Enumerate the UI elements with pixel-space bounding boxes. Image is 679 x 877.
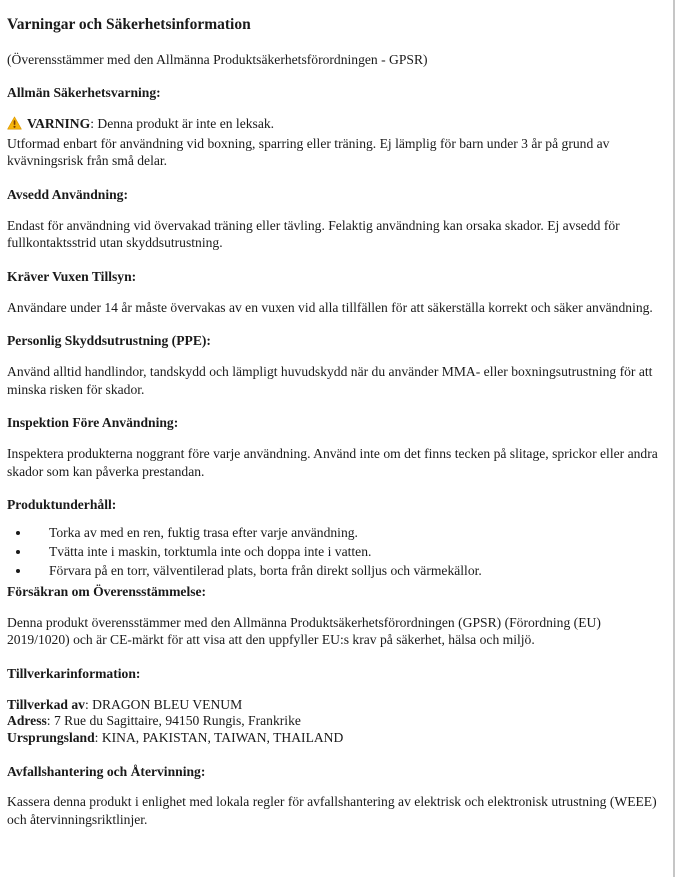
field-separator: : xyxy=(84,696,93,712)
section-heading-general-safety-warning: Allmän Säkerhetsvarning: xyxy=(7,85,161,101)
section-heading-maintenance: Produktunderhåll: xyxy=(7,497,117,513)
page-right-border xyxy=(673,0,675,877)
warning-triangle-icon xyxy=(7,116,22,135)
maintenance-list-item: • Förvara på en torr, välventilerad plats, borta från direkt solljus och värmekällor. xyxy=(31,563,661,579)
section-paragraph: Inspektera produkterna noggrant före varje användning. Använd inte om det finns tecken på slitage, sprickor eller andra skador som kan påverka prestandan. xyxy=(7,446,658,479)
section-paragraph: Denna produkt överensstämmer med den Allmänna Produktsäkerhetsförordningen (GPSR) (Förordning (EU) 2019/1020) och är CE-märkt för att visa att den uppfyller EU:s krav på säkerhet, hälsa och miljö. xyxy=(7,614,601,648)
section-heading-declaration-of-conformity: Försäkran om Överensstämmelse: xyxy=(7,584,207,600)
field-value: 7 Rue du Sagittaire, 94150 Rungis, Frankrike xyxy=(53,713,301,729)
section-paragraph: Användare under 14 år måste övervakas av en vuxen vid alla tillfällen för att säkerställa korrekt och säker användning. xyxy=(7,299,653,315)
document-title: Varningar och Säkerhetsinformation xyxy=(7,16,251,33)
warning-body: Utformad enbart för användning vid boxning, sparring eller träning. Ej lämplig för barn under 3 år på grund av kvävningsrisk från små delar. xyxy=(7,135,610,169)
field-label: Ursprungsland xyxy=(7,729,95,745)
warning-label: VARNING xyxy=(27,115,91,131)
section-heading-intended-use: Avsedd Användning: xyxy=(7,186,129,202)
section-paragraph: Använd alltid handlindor, tandskydd och lämpligt huvudskydd när du använder MMA- eller boxningsutrustning för att minska risken för skador. xyxy=(7,363,653,397)
warning-paragraph xyxy=(7,115,661,170)
maintenance-list-item: • Torka av med en ren, fuktig trasa efter varje användning. xyxy=(31,525,661,541)
field-value: KINA, PAKISTAN, TAIWAN, THAILAND xyxy=(101,729,344,745)
section-paragraph: Endast för användning vid övervakad träning eller tävling. Felaktig användning kan orsaka skador. Ej avsedd för fullkontaktsstrid utan skyddsutrustning. xyxy=(7,217,620,251)
section-heading-disposal-recycling: Avfallshantering och Återvinning: xyxy=(7,763,206,779)
field-value: DRAGON BLEU VENUM xyxy=(92,696,243,712)
field-label: Adress xyxy=(7,713,47,729)
manufacturer-field-address xyxy=(7,713,661,730)
section-heading-adult-supervision: Kräver Vuxen Tillsyn: xyxy=(7,268,137,284)
field-label: Tillverkad av xyxy=(7,696,85,712)
section-heading-inspection: Inspektion Före Användning: xyxy=(7,415,179,431)
warning-separator: : xyxy=(90,115,98,131)
section-paragraph: Kassera denna produkt i enlighet med lokala regler för avfallshantering av elektrisk och elektronisk utrustning (WEEE) och återvinningsriktlinjer. xyxy=(7,794,657,827)
warning-line xyxy=(7,115,661,135)
warning-text: Denna produkt är inte en leksak. xyxy=(97,115,275,131)
manufacturer-info xyxy=(7,697,661,747)
document-subtitle: (Överensstämmer med den Allmänna Produktsäkerhetsförordningen - GPSR) xyxy=(7,51,428,67)
section-heading-ppe: Personlig Skyddsutrustning (PPE): xyxy=(7,333,211,349)
maintenance-list xyxy=(7,525,661,579)
section-heading-manufacturer-info: Tillverkarinformation: xyxy=(7,666,141,682)
maintenance-list-item: • Tvätta inte i maskin, torktumla inte och doppa inte i vatten. xyxy=(31,544,661,560)
field-separator: : xyxy=(94,729,102,745)
field-separator: : xyxy=(46,713,54,729)
manufacturer-field-made-by xyxy=(7,697,661,714)
manufacturer-field-country-of-origin xyxy=(7,730,661,747)
